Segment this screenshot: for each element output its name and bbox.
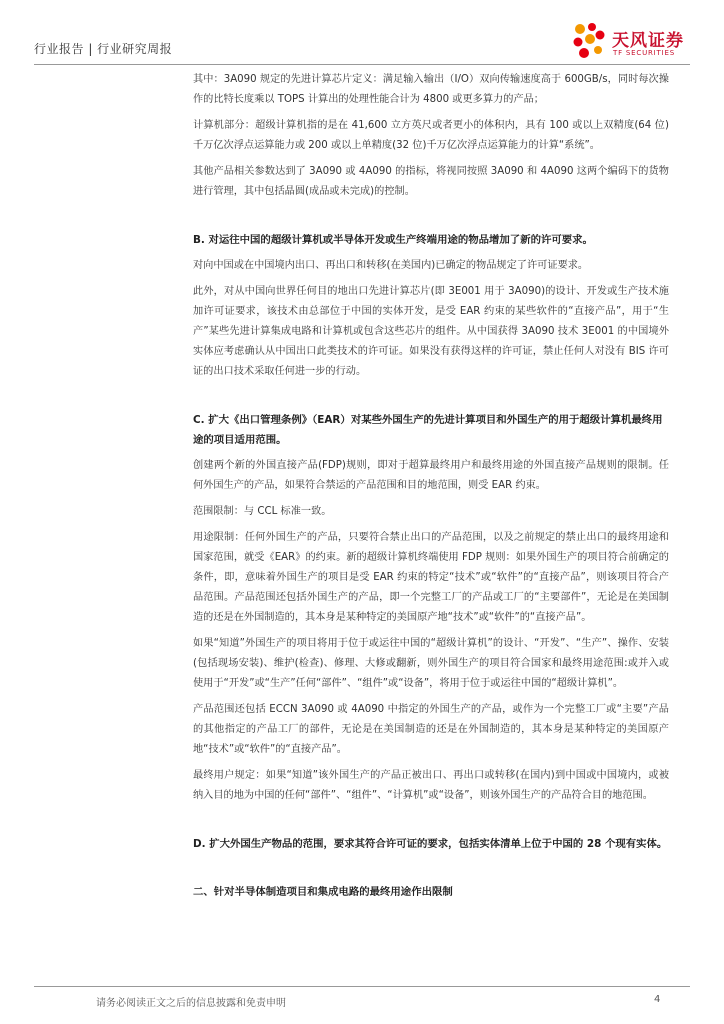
paragraph: 对向中国或在中国境内出口、再出口和转移(在美国内)已确定的物品规定了许可证要求。 [193,260,589,271]
logo-mark-icon [570,22,606,60]
paragraph: 此外，对从中国向世界任何目的地出口先进计算芯片(即 3E001 用于 3A090)的设计、开发或生产技术施加许可证要求，该技术由总部位于中国的实体开发，是受 EAR 约束的某些软件的“直接产品”，用于“生产”某些先进计算集成电路和计算机或包含这些芯片的组件。从中国获得 3A090 技术 3E001 的中国境外实体应考虑确认从中国出口此类技术的许可证。如果没有获得这样的许可证，禁止任何人对没有 BIS 许可证的出口技术采取任何进一步的行动。 [193,286,669,377]
paragraph: 其他产品相关参数达到了 3A090 或 4A090 的指标，将视同按照 3A090 和 4A090 这两个编码下的货物进行管理，其中包括晶圆(成品或未完成)的控制。 [193,166,669,197]
company-logo [570,20,700,64]
section-heading-c: C. 扩大《出口管理条例》（EAR）对某些外国生产的先进计算项目和外国生产的用于超级计算机最终用途的项目适用范围。 [193,414,663,446]
report-category: 行业报告 | 行业研究周报 [34,42,173,56]
paragraph: 如果“知道”外国生产的项目将用于位于或运往中国的“超级计算机”的设计、“开发”、“生产”、操作、安装(包括现场安装)、维护(检查)、修理、大修或翻新，则外国生产的项目符合国家和最终用途范围:或并入或使用于“开发”或“生产”任何“部件”、“组件”或“设备”，将用于位于或运往中国的“超级计算机”。 [193,638,669,689]
paragraph: 计算机部分：超级计算机指的是在 41,600 立方英尺或者更小的体积内，具有 100 或以上双精度(64 位)千万亿次浮点运算能力或 200 或以上单精度(32 位)千万亿次浮点运算能力的计算“系统”。 [193,120,669,151]
logo-subtitle: TF SECURITIES [613,49,675,57]
paragraph: 产品范围还包括 ECCN 3A090 或 4A090 中指定的外国生产的产品，或作为一个完整工厂或“主要”产品的其他指定的产品工厂的部件，无论是在美国制造的还是在外国制造的，其本身是某种特定的美国原产地“技术”或“软件”的“直接产品”。 [193,704,669,755]
section-heading-d: D. 扩大外国生产物品的范围，要求其符合许可证的要求，包括实体清单上位于中国的 28 个现有实体。 [193,838,668,850]
page-number: 4 [654,994,661,1005]
disclaimer-note: 请务必阅读正文之后的信息披露和免责申明 [96,998,286,1009]
paragraph: 范围限制：与 CCL 标准一致。 [193,506,332,517]
paragraph: 创建两个新的外国直接产品(FDP)规则，即对于超算最终用户和最终用途的外国直接产品规则的限制。任何外国生产的产品，如果符合禁运的产品范围和目的地范围，则受 EAR 约束。 [193,460,669,491]
chapter-heading: 二、针对半导体制造项目和集成电路的最终用途作出限制 [193,886,453,898]
header-divider [34,64,690,65]
section-heading-b: B. 对运往中国的超级计算机或半导体开发或生产终端用途的物品增加了新的许可要求。 [193,234,593,246]
paragraph: 用途限制：任何外国生产的产品，只要符合禁止出口的产品范围，以及之前规定的禁止出口的最终用途和国家范围，就受《EAR》的约束。新的超级计算机终端使用 FDP 规则：如果外国生产的项目符合前确定的条件，即，意味着外国生产的项目是受 EAR 约束的特定“技术”或“软件”的“直接产品”，则该项目符合产品范围。产品范围还包括外国生产的产品，即一个完整工厂的产品或工厂的“主要部件”，无论是在美国制造的还是在外国制造的，其本身是某种特定的美国原产地“技术”或“软件”的“直接产品”。 [193,532,669,623]
report-body [193,70,669,908]
logo-name: 天风证券 [612,31,684,51]
page-header [0,0,724,70]
footer-divider [34,986,690,987]
paragraph: 最终用户规定：如果“知道”该外国生产的产品正被出口、再出口或转移(在国内)到中国或中国境内，或被纳入目的地为中国的任何“部件”、“组件”、“计算机”或“设备”，则该外国生产的产品符合目的地范围。 [193,770,669,801]
paragraph: 其中：3A090 规定的先进计算芯片定义：满足输入输出（I/O）双向传输速度高于 600GB/s，同时每次操作的比特长度乘以 TOPS 计算出的处理性能合计为 4800 或更多算力的产品； [193,74,669,105]
